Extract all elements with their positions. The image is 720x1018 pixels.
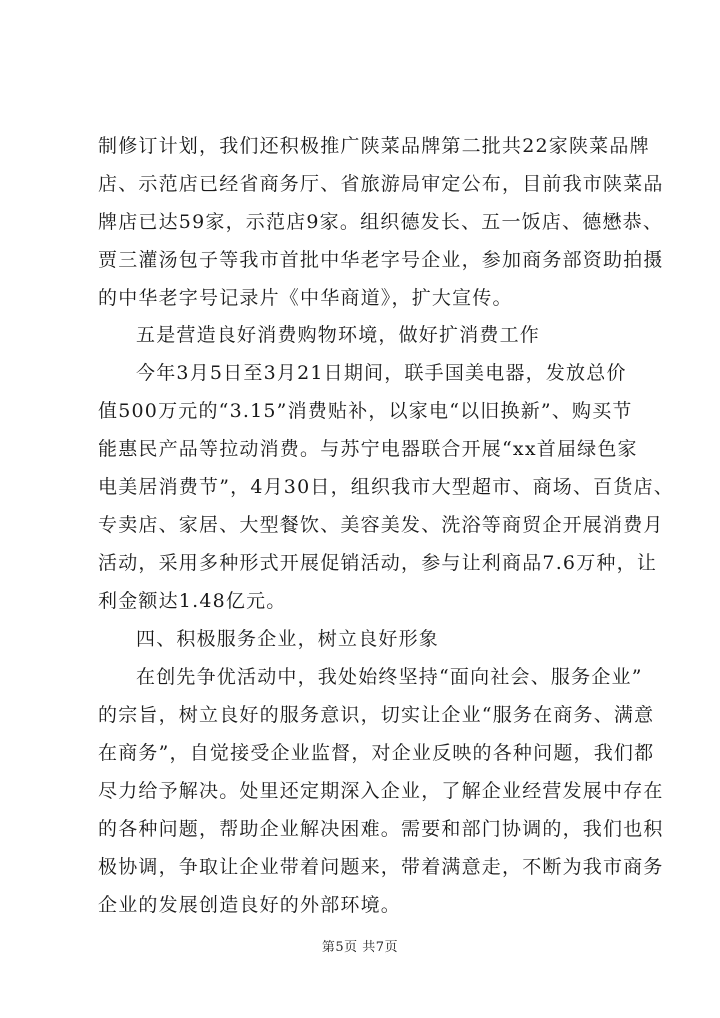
text-line-1: 制修订计划，我们还积极推广陕菜品牌第二批共22家陕菜品牌 — [98, 135, 650, 157]
text-line-12: 活动，采用多种形式开展促销活动，参与让利商品7.6万种，让 — [98, 552, 658, 574]
text-line-19: 的各种问题，帮助企业解决困难。需要和部门协调的，我们也积 — [98, 818, 664, 840]
text-line-10: 电美居消费节”，4月30日，组织我市大型超市、商场、百货店、 — [98, 476, 674, 498]
text-line-5: 的中华老字号记录片《中华商道》，扩大宣传。 — [98, 287, 513, 309]
section-heading-five: 五是营造良好消费购物环境，做好扩消费工作 — [136, 324, 541, 346]
text-line-4: 贾三灌汤包子等我市首批中华老字号企业，参加商务部资助拍摄 — [98, 249, 664, 271]
text-line-2: 店、示范店已经省商务厅、省旅游局审定公布，目前我市陕菜品 — [98, 173, 664, 195]
page-number-footer: 第5页 共7页 — [321, 940, 399, 955]
text-line-17: 在商务”，自觉接受企业监督，对企业反映的各种问题，我们都 — [98, 742, 655, 764]
text-line-13: 利金额达1.48亿元。 — [98, 590, 287, 612]
text-line-16: 的宗旨，树立良好的服务意识，切实让企业“服务在商务、满意 — [98, 704, 655, 726]
text-line-20: 极协调，争取让企业带着问题来，带着满意走，不断为我市商务 — [98, 856, 664, 878]
text-line-9: 能惠民产品等拉动消费。与苏宁电器联合开展“xx首届绿色家 — [98, 438, 638, 460]
text-line-11: 专卖店、家居、大型餐饮、美容美发、洗浴等商贸企开展消费月 — [98, 514, 664, 536]
text-line-8: 值500万元的“3.15”消费贴补，以家电“以旧换新”、购买节 — [98, 400, 633, 422]
text-line-18: 尽力给予解决。处里还定期深入企业，了解企业经营发展中存在 — [98, 780, 664, 802]
section-heading-four: 四、积极服务企业，树立良好形象 — [136, 628, 440, 650]
text-line-7: 今年3月5日至3月21日期间，联手国美电器，发放总价 — [136, 362, 627, 384]
text-line-3: 牌店已达59家，示范店9家。组织德发长、五一饭店、德懋恭、 — [98, 211, 664, 233]
text-line-21: 企业的发展创造良好的外部环境。 — [98, 894, 402, 916]
text-line-15: 在创先争优活动中，我处始终坚持“面向社会、服务企业” — [136, 666, 643, 688]
